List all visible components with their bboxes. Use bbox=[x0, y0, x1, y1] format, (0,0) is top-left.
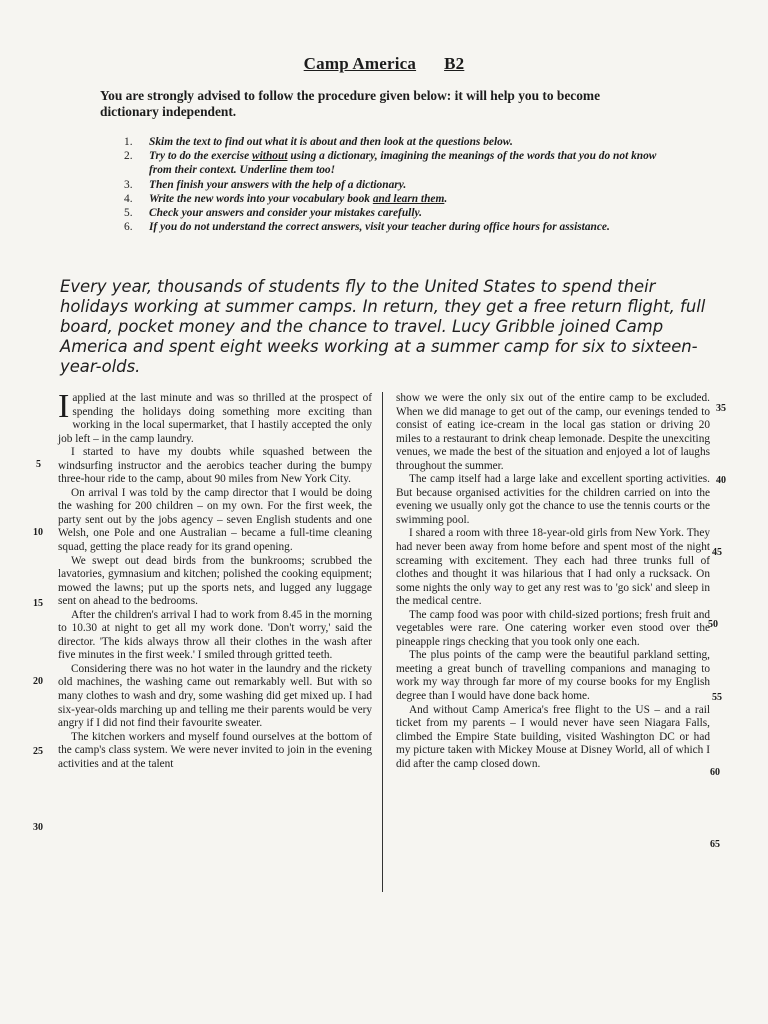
line-number: 40 bbox=[716, 475, 726, 486]
article-paragraph: Considering there was no hot water in the laundry and the rickety old machines, the washing came out remarkably well. But with so many clothes to wash and dry, some washing did get mixed up. I had six-year-olds marching up and telling me their parents would be very angry if I did not find their favourite sweater. bbox=[58, 662, 372, 730]
article-intro: Every year, thousands of students fly to the United States to spend their holidays working at summer camps. In return, they get a free return flight, full board, pocket money and the chance to travel. Lucy Gribble joined Camp America and spent eight weeks working at a summer camp for six to sixteen-year-olds. bbox=[60, 277, 706, 376]
line-number: 30 bbox=[33, 822, 43, 833]
article-column-left bbox=[58, 388, 372, 771]
article-paragraph: I started to have my doubts while squashed between the windsurfing instructor and the aerobics teacher during the bumpy three-hour ride to the camp, about 90 miles from New York City. bbox=[58, 446, 372, 486]
page-title bbox=[0, 54, 768, 74]
article-paragraph: I applied at the last minute and was so thrilled at the prospect of spending the holidays doing something more exciting than working in the local supermarket, that I hastily accepted the only job left – in the camp laundry. bbox=[58, 388, 372, 445]
procedure-step: 1. Skim the text to find out what it is about and then look at the questions below. bbox=[124, 136, 513, 148]
line-number: 50 bbox=[708, 619, 718, 630]
procedure-step: 2. Try to do the exercise without using a dictionary, imagining the meanings of the words that you do not know from their context. Underline them too! bbox=[124, 150, 657, 177]
article-paragraph: We swept out dead birds from the bunkrooms; scrubbed the lavatories, gymnasium and kitchen; polished the cooking equipment; mowed the lawns; put up the sports nets, and lugged any luggage sent on ahead to the bedrooms. bbox=[58, 554, 372, 608]
level-badge: B2 bbox=[444, 54, 465, 73]
line-number: 15 bbox=[33, 598, 43, 609]
article-paragraph: I shared a room with three 18-year-old girls from New York. They had never been away from home before and spent most of the night screaming with excitement. They each had three trunks full of clothes and thought it was hilarious that I had only a rucksack. On some nights the only way to get any rest was to 'go sick' and sleep in the medical centre. bbox=[396, 527, 710, 608]
procedure-step: 3. Then finish your answers with the help of a dictionary. bbox=[124, 178, 407, 191]
article-paragraph: The camp food was poor with child-sized portions; fresh fruit and vegetables were rare. One catering worker even stood over the pineapple rings checking that you took only one each. bbox=[396, 608, 710, 648]
line-number: 25 bbox=[33, 746, 43, 757]
advice-text: You are strongly advised to follow the procedure given below: it will help you to become dictionary independent. bbox=[100, 88, 601, 119]
line-number: 10 bbox=[33, 527, 43, 538]
procedure-list bbox=[124, 135, 664, 234]
article-paragraph: The camp itself had a large lake and excellent sporting activities. But because organised activities for the children carried on into the evening we usually only got the chance to use the tennis courts or the swimming pool. bbox=[396, 473, 710, 526]
line-number: 20 bbox=[33, 676, 43, 687]
line-number: 45 bbox=[712, 547, 722, 558]
procedure-step: 4. Write the new words into your vocabulary book and learn them. bbox=[124, 192, 448, 205]
drop-cap: I bbox=[58, 388, 70, 425]
line-number: 5 bbox=[36, 459, 41, 470]
line-number: 65 bbox=[710, 839, 720, 850]
article-paragraph: show we were the only six out of the entire camp to be excluded. When we did manage to get out of the camp, our evenings tended to consist of eating ice-cream in the local gas station or driving 20 miles to a restaurant to drink cheap lemonade. Despite the unexciting venues, we made the best of the situation and enjoyed a lot of laughs throughout the summer. bbox=[396, 392, 710, 472]
article-paragraph: The kitchen workers and myself found ourselves at the bottom of the camp's class system. We were never invited to join in the evening activities and at the talent bbox=[58, 730, 372, 770]
line-number: 60 bbox=[710, 767, 720, 778]
article-paragraph: After the children's arrival I had to work from 8.45 in the morning to 10.30 at night to get all my work done. 'Don't worry,' said the director. 'The kids always throw all their clothes in the wash after five minutes in the first week.' I smiled through gritted teeth. bbox=[58, 608, 372, 662]
procedure-step: 5. Check your answers and consider your mistakes carefully. bbox=[124, 207, 422, 220]
column-divider bbox=[382, 392, 383, 892]
article-paragraph: The plus points of the camp were the beautiful parkland setting, meeting a great bunch of travelling companions and managing to work my way through far more of my course books for my English degree than I would have done back home. bbox=[396, 649, 710, 703]
line-number: 35 bbox=[716, 403, 726, 414]
article-column-right bbox=[396, 392, 710, 771]
title-text: Camp America bbox=[303, 54, 417, 73]
line-number: 55 bbox=[712, 692, 722, 703]
procedure-step: 6. If you do not understand the correct answers, visit your teacher during office hours for assistance. bbox=[124, 221, 610, 234]
article-paragraph: On arrival I was told by the camp director that I would be doing the washing for 200 children – on my own. For the first week, the party sent out by the jobs agency – seven English students and one Welsh, one Pole and one Australian – became a full-time cleaning squad, getting the place ready for its grand opening. bbox=[58, 486, 372, 554]
article-paragraph: And without Camp America's free flight to the US – and a rail ticket from my parents – I would never have seen Niagara Falls, climbed the Empire State building, visited Washington DC or had my picture taken with Mickey Mouse at Disney World, all of which I did after the camp closed down. bbox=[396, 703, 710, 770]
